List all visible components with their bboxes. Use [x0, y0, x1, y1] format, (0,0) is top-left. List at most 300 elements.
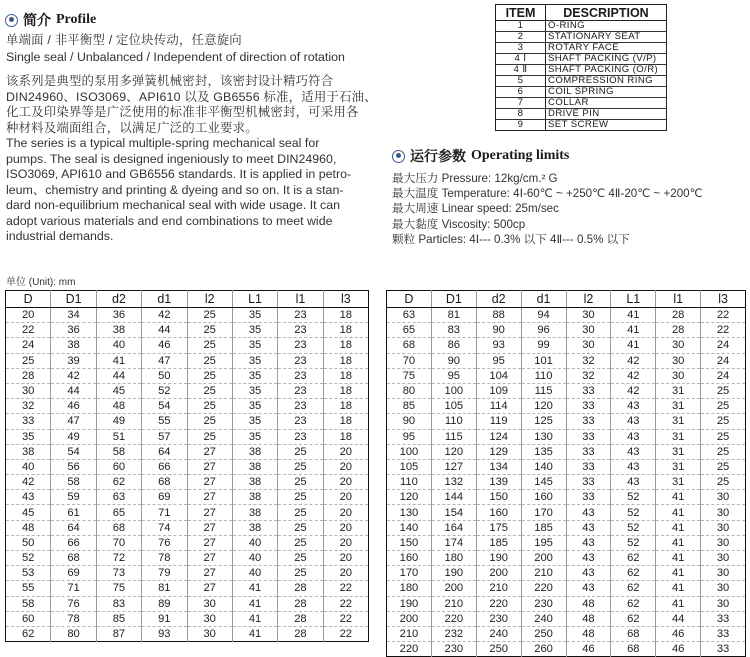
- dimension-cell: 130: [387, 505, 432, 520]
- dimension-cell: 25: [6, 353, 51, 368]
- dimension-cell: 89: [142, 596, 187, 611]
- dimension-cell: 250: [476, 642, 521, 657]
- dimension-cell: 79: [142, 566, 187, 581]
- dimension-column-header: d1: [142, 291, 187, 308]
- dimension-cell: 85: [96, 611, 141, 626]
- dimension-cell: 52: [611, 490, 656, 505]
- dimension-cell: 28: [656, 308, 701, 323]
- dimension-cell: 220: [521, 581, 566, 596]
- dimension-cell: 74: [142, 520, 187, 535]
- dimension-cell: 30: [701, 596, 746, 611]
- table-row: [6, 399, 369, 414]
- dimension-cell: 160: [387, 551, 432, 566]
- dimension-cell: 124: [476, 429, 521, 444]
- dimension-cell: 30: [656, 353, 701, 368]
- dimension-cell: 57: [142, 429, 187, 444]
- dimension-cell: 62: [96, 475, 141, 490]
- table-row: [387, 475, 746, 490]
- table-row: [387, 368, 746, 383]
- dimension-cell: 25: [701, 383, 746, 398]
- dimension-cell: 38: [51, 338, 96, 353]
- dimension-cell: 45: [6, 505, 51, 520]
- dimension-cell: 48: [96, 399, 141, 414]
- dimension-column-header: D1: [431, 291, 476, 308]
- dimension-cell: 40: [232, 566, 277, 581]
- dimension-cell: 43: [6, 490, 51, 505]
- dimension-cell: 52: [142, 383, 187, 398]
- dimension-cell: 18: [323, 323, 368, 338]
- dimension-cell: 43: [611, 459, 656, 474]
- dimension-cell: 43: [566, 566, 611, 581]
- dimension-cell: 25: [278, 566, 323, 581]
- dimension-cell: 43: [566, 520, 611, 535]
- dimension-cell: 78: [142, 551, 187, 566]
- dimension-cell: 18: [323, 383, 368, 398]
- unit-label: 单位 (Unit): mm: [6, 277, 76, 288]
- table-row: [6, 338, 369, 353]
- dimension-cell: 33: [566, 399, 611, 414]
- dimension-cell: 20: [323, 520, 368, 535]
- dimension-cell: 62: [21, 628, 35, 641]
- limit-particles: 颗粒 Particles: 4Ⅰ--- 0.3% 以下 4Ⅱ--- 0.5% 以下: [392, 232, 630, 246]
- profile-subtitle-en: Single seal / Unbalanced / Independent of direction of rotation: [6, 50, 345, 64]
- dimension-cell: 68: [51, 551, 96, 566]
- dimension-column-header: d2: [476, 291, 521, 308]
- dimension-cell: 68: [611, 642, 656, 657]
- limits-list: [392, 171, 703, 247]
- dimension-cell: 190: [387, 596, 432, 611]
- dimension-cell: 68: [96, 520, 141, 535]
- table-row: [387, 353, 746, 368]
- dimension-cell: 23: [278, 383, 323, 398]
- dimension-column-header: d1: [521, 291, 566, 308]
- dimension-cell: 52: [611, 520, 656, 535]
- description-column-header: DESCRIPTION: [546, 5, 667, 21]
- dimension-cell: 41: [232, 611, 277, 626]
- dimension-cell: 35: [232, 353, 277, 368]
- description-line: industrial demands.: [6, 229, 114, 243]
- dimension-cell: 93: [476, 338, 521, 353]
- item-number-cell: 1: [496, 21, 546, 32]
- dimension-cell: 35: [232, 429, 277, 444]
- dimension-cell: 38: [232, 444, 277, 459]
- item-row: [496, 98, 667, 109]
- dimension-cell: 23: [278, 308, 323, 323]
- dimension-cell: 43: [611, 475, 656, 490]
- dimension-cell: 30: [701, 535, 746, 550]
- limits-heading-en: Operating limits: [471, 148, 570, 163]
- dimension-cell: 185: [521, 520, 566, 535]
- dimension-cell: 135: [521, 444, 566, 459]
- dimension-column-header: D: [387, 291, 432, 308]
- table-row: [6, 535, 369, 550]
- dimension-cell: 210: [431, 596, 476, 611]
- item-description-cell: DRIVE PIN: [546, 109, 667, 120]
- dimension-cell: 25: [278, 444, 323, 459]
- dimension-cell: 38: [6, 444, 51, 459]
- item-number-cell: 2: [496, 32, 546, 43]
- dimension-cell: 27: [187, 520, 232, 535]
- description-line: The series is a typical multiple-spring mechanical seal for: [6, 136, 320, 150]
- dimension-cell: 35: [232, 338, 277, 353]
- dimension-cell: 63: [96, 490, 141, 505]
- dimension-table-right: [386, 290, 746, 657]
- dimension-cell: 30: [656, 368, 701, 383]
- item-number-cell: 6: [496, 87, 546, 98]
- dimension-cell: 18: [323, 338, 368, 353]
- dimension-cell: 46: [142, 338, 187, 353]
- dimension-cell: 23: [278, 429, 323, 444]
- table-row: [6, 490, 369, 505]
- dimension-cell: 35: [6, 429, 51, 444]
- table-row: [6, 353, 369, 368]
- profile-heading: [5, 10, 96, 30]
- dimension-cell: 65: [387, 323, 432, 338]
- dimension-cell: 93: [142, 626, 187, 641]
- dimension-cell: 39: [51, 353, 96, 368]
- dimension-cell: 33: [566, 429, 611, 444]
- dimension-cell: 23: [278, 368, 323, 383]
- dimension-cell: 25: [278, 535, 323, 550]
- dimension-cell: 174: [431, 535, 476, 550]
- dimension-cell: 36: [51, 323, 96, 338]
- table-row: [387, 308, 746, 323]
- profile-heading-cn: 简介: [23, 12, 51, 28]
- dimension-cell: 38: [232, 459, 277, 474]
- dimension-cell: 51: [96, 429, 141, 444]
- circle-bullet-icon: [5, 14, 18, 27]
- dimension-cell: 61: [51, 505, 96, 520]
- dimension-cell: 33: [701, 626, 746, 641]
- dimension-cell: 18: [323, 414, 368, 429]
- dimension-cell: 99: [521, 338, 566, 353]
- dimension-cell: 59: [51, 490, 96, 505]
- dimension-cell: 35: [232, 399, 277, 414]
- item-number-cell: 5: [496, 76, 546, 87]
- dimension-cell: 54: [142, 399, 187, 414]
- dimension-cell: 28: [6, 368, 51, 383]
- dimension-column-header: l1: [656, 291, 701, 308]
- item-row: [496, 65, 667, 76]
- dimension-cell: 210: [476, 581, 521, 596]
- dimension-cell: 33: [6, 414, 51, 429]
- limits-heading-cn: 运行参数: [410, 148, 466, 164]
- dimension-cell: 127: [431, 459, 476, 474]
- dimension-cell: 80: [51, 626, 96, 641]
- item-row: [496, 87, 667, 98]
- dimension-cell: 69: [142, 490, 187, 505]
- table-row: [6, 444, 369, 459]
- dimension-cell: 40: [96, 338, 141, 353]
- dimension-cell: 200: [387, 611, 432, 626]
- dimension-cell: 170: [521, 505, 566, 520]
- dimension-cell: 150: [476, 490, 521, 505]
- table-row: [387, 566, 746, 581]
- dimension-cell: 35: [232, 308, 277, 323]
- table-row: [6, 459, 369, 474]
- dimension-cell: 41: [611, 323, 656, 338]
- description-line: dard non-equilibrium mechanical seal with wide usage. It can: [6, 198, 341, 212]
- table-row: [387, 581, 746, 596]
- dimension-cell: 105: [431, 399, 476, 414]
- dimension-cell: 41: [656, 566, 701, 581]
- dimension-cell: 43: [611, 414, 656, 429]
- dimension-cell: 33: [566, 490, 611, 505]
- limit-temperature: 最大温度 Temperature: 4Ⅰ-60℃ ~ +250℃ 4Ⅱ-20℃ ~ +200℃: [392, 187, 703, 201]
- dimension-cell: 64: [142, 444, 187, 459]
- dimension-cell: 91: [142, 611, 187, 626]
- dimension-cell: 52: [611, 535, 656, 550]
- dimension-cell: 23: [278, 414, 323, 429]
- dimension-cell: 25: [701, 444, 746, 459]
- dimension-cell: 27: [187, 551, 232, 566]
- dimension-cell: 120: [387, 490, 432, 505]
- dimension-column-header: l2: [187, 291, 232, 308]
- dimension-cell: 18: [323, 308, 368, 323]
- dimension-cell: 48: [6, 520, 51, 535]
- dimension-cell: 33: [701, 642, 746, 657]
- dimension-cell: 27: [187, 581, 232, 596]
- item-description-cell: SHAFT PACKING (O/R): [546, 65, 667, 76]
- table-row: [387, 535, 746, 550]
- dimension-cell: 25: [187, 308, 232, 323]
- dimension-cell: 42: [142, 308, 187, 323]
- dimension-cell: 43: [566, 581, 611, 596]
- dimension-cell: 170: [387, 566, 432, 581]
- dimension-cell: 35: [232, 323, 277, 338]
- dimension-cell: 230: [431, 642, 476, 657]
- dimension-cell: 41: [656, 535, 701, 550]
- dimension-cell: 200: [476, 566, 521, 581]
- dimension-column-header: D: [6, 291, 51, 308]
- item-row: [496, 32, 667, 43]
- dimension-cell: 65: [96, 505, 141, 520]
- table-row: [387, 626, 746, 641]
- dimension-cell: 25: [187, 323, 232, 338]
- dimension-cell: 130: [521, 429, 566, 444]
- dimension-cell: 62: [611, 566, 656, 581]
- dimension-cell: 95: [387, 429, 432, 444]
- dimension-cell: 32: [566, 353, 611, 368]
- dimension-cell: 43: [566, 551, 611, 566]
- dimension-cell: 220: [476, 596, 521, 611]
- table-row: [387, 459, 746, 474]
- dimension-cell: 41: [232, 626, 277, 641]
- dimension-column-header: L1: [611, 291, 656, 308]
- dimension-cell: 240: [476, 626, 521, 641]
- dimension-cell: 30: [566, 308, 611, 323]
- dimension-cell: 30: [6, 383, 51, 398]
- dimension-cell: 47: [142, 353, 187, 368]
- dimension-cell: 105: [387, 459, 432, 474]
- dimension-cell: 18: [323, 399, 368, 414]
- dimension-cell: 33: [566, 475, 611, 490]
- dimension-cell: 52: [6, 551, 51, 566]
- dimension-cell: 22: [323, 611, 368, 626]
- dimension-cell: 43: [611, 444, 656, 459]
- dimension-cell: 134: [476, 459, 521, 474]
- profile-description-en: [6, 136, 351, 245]
- dimension-cell: 41: [611, 308, 656, 323]
- dimension-cell: 20: [323, 459, 368, 474]
- dimension-cell: 73: [96, 566, 141, 581]
- dimension-cell: 41: [232, 596, 277, 611]
- table-row: [387, 338, 746, 353]
- dimension-cell: 43: [611, 429, 656, 444]
- dimension-cell: 90: [387, 414, 432, 429]
- dimension-column-header: L1: [232, 291, 277, 308]
- dimension-cell: 71: [51, 581, 96, 596]
- dimension-cell: 25: [278, 490, 323, 505]
- dimension-cell: 95: [431, 368, 476, 383]
- dimension-cell: 81: [142, 581, 187, 596]
- dimension-cell: 30: [701, 520, 746, 535]
- dimension-cell: 41: [656, 596, 701, 611]
- dimension-cell: 20: [323, 444, 368, 459]
- table-row: [387, 520, 746, 535]
- dimension-cell: 41: [656, 581, 701, 596]
- dimension-cell: 31: [656, 429, 701, 444]
- dimension-cell: 75: [387, 368, 432, 383]
- dimension-cell: 48: [566, 626, 611, 641]
- limit-linear-speed: 最大周速 Linear speed: 25m/sec: [392, 202, 559, 216]
- dimension-cell: 22: [323, 581, 368, 596]
- dimension-cell: 48: [566, 596, 611, 611]
- dimension-cell: 22: [323, 596, 368, 611]
- dimension-cell: 24: [701, 368, 746, 383]
- dimension-cell: 30: [187, 596, 232, 611]
- dimension-cell: 23: [278, 399, 323, 414]
- dimension-cell: 18: [323, 368, 368, 383]
- dimension-cell: 220: [431, 611, 476, 626]
- dimension-cell: 40: [232, 551, 277, 566]
- dimension-cell: 90: [476, 323, 521, 338]
- dimension-cell: 42: [611, 368, 656, 383]
- dimension-cell: 164: [431, 520, 476, 535]
- dimension-cell: 63: [387, 308, 432, 323]
- dimension-cell: 24: [6, 338, 51, 353]
- dimension-cell: 110: [387, 475, 432, 490]
- dimension-cell: 25: [187, 399, 232, 414]
- dimension-cell: 34: [51, 308, 96, 323]
- dimension-cell: 95: [476, 353, 521, 368]
- dimension-cell: 85: [387, 399, 432, 414]
- dimension-cell: 75: [96, 581, 141, 596]
- dimension-cell: 46: [566, 642, 611, 657]
- dimension-cell: 20: [323, 475, 368, 490]
- dimension-cell: 70: [96, 535, 141, 550]
- dimension-cell: 68: [387, 338, 432, 353]
- dimension-cell: 41: [232, 581, 277, 596]
- item-description-cell: COMPRESSION RING: [546, 76, 667, 87]
- table-row: [387, 642, 746, 657]
- dimension-cell: 41: [96, 353, 141, 368]
- dimension-cell: 38: [232, 520, 277, 535]
- dimension-column-header: d2: [96, 291, 141, 308]
- table-row: [6, 368, 369, 383]
- dimension-cell: 68: [611, 626, 656, 641]
- table-row: [6, 581, 369, 596]
- item-number-cell: 8: [496, 109, 546, 120]
- dimension-cell: 25: [278, 551, 323, 566]
- dimension-cell: 20: [323, 505, 368, 520]
- dimension-cell: 44: [51, 383, 96, 398]
- dimension-cell: 210: [387, 626, 432, 641]
- dimension-cell: 115: [431, 429, 476, 444]
- dimension-header-row: [6, 291, 369, 308]
- dimension-column-header: l3: [323, 291, 368, 308]
- dimension-cell: 140: [387, 520, 432, 535]
- dimension-cell: 56: [51, 459, 96, 474]
- dimension-cell: 119: [476, 414, 521, 429]
- item-row: [496, 120, 667, 131]
- dimension-cell: 35: [232, 383, 277, 398]
- dimension-cell: 18: [323, 429, 368, 444]
- dimension-cell: 31: [656, 475, 701, 490]
- description-line: pumps. The seal is designed ingeniously to meet DIN24960,: [6, 151, 337, 166]
- dimension-cell: 49: [96, 414, 141, 429]
- dimension-cell: 190: [476, 551, 521, 566]
- dimension-cell: 31: [656, 414, 701, 429]
- dimension-cell: 25: [187, 429, 232, 444]
- dimension-cell: 83: [431, 323, 476, 338]
- dimension-cell: 31: [656, 444, 701, 459]
- dimension-cell: 195: [521, 535, 566, 550]
- table-row: [387, 490, 746, 505]
- item-description-cell: COIL SPRING: [546, 87, 667, 98]
- profile-description-cn: [6, 74, 377, 136]
- dimension-cell: 115: [521, 383, 566, 398]
- dimension-cell: 125: [521, 414, 566, 429]
- dimension-cell: 27: [187, 566, 232, 581]
- dimension-cell: 200: [521, 551, 566, 566]
- dimension-cell: 24: [701, 338, 746, 353]
- dimension-cell: 25: [701, 459, 746, 474]
- item-number-cell: 4 Ⅱ: [496, 65, 546, 76]
- profile-heading-en: Profile: [56, 12, 97, 27]
- dimension-cell: 58: [51, 475, 96, 490]
- dimension-header-row: [387, 291, 746, 308]
- dimension-cell: 27: [187, 459, 232, 474]
- items-table: [495, 4, 667, 131]
- dimension-cell: 30: [701, 566, 746, 581]
- description-line: ISO3069, API610 and GB6556 standards. It is applied in petro-: [6, 167, 352, 181]
- dimension-cell: 139: [476, 475, 521, 490]
- dimension-cell: 36: [96, 308, 141, 323]
- dimension-cell: 27: [187, 490, 232, 505]
- dimension-cell: 24: [701, 353, 746, 368]
- dimension-cell: 43: [566, 535, 611, 550]
- dimension-cell: 132: [431, 475, 476, 490]
- dimension-cell: 175: [476, 520, 521, 535]
- dimension-cell: 20: [323, 535, 368, 550]
- dimension-cell: 25: [701, 475, 746, 490]
- dimension-cell: 87: [96, 626, 141, 641]
- dimension-cell: 28: [656, 323, 701, 338]
- table-row: [387, 323, 746, 338]
- table-row: [6, 475, 369, 490]
- table-row: [387, 596, 746, 611]
- dimension-cell: 150: [387, 535, 432, 550]
- dimension-cell: 25: [278, 520, 323, 535]
- dimension-cell: 41: [656, 551, 701, 566]
- table-row: [6, 323, 369, 338]
- dimension-cell: 41: [656, 505, 701, 520]
- dimension-column-header: l1: [278, 291, 323, 308]
- table-row: [387, 429, 746, 444]
- dimension-cell: 35: [232, 414, 277, 429]
- dimension-cell: 72: [96, 551, 141, 566]
